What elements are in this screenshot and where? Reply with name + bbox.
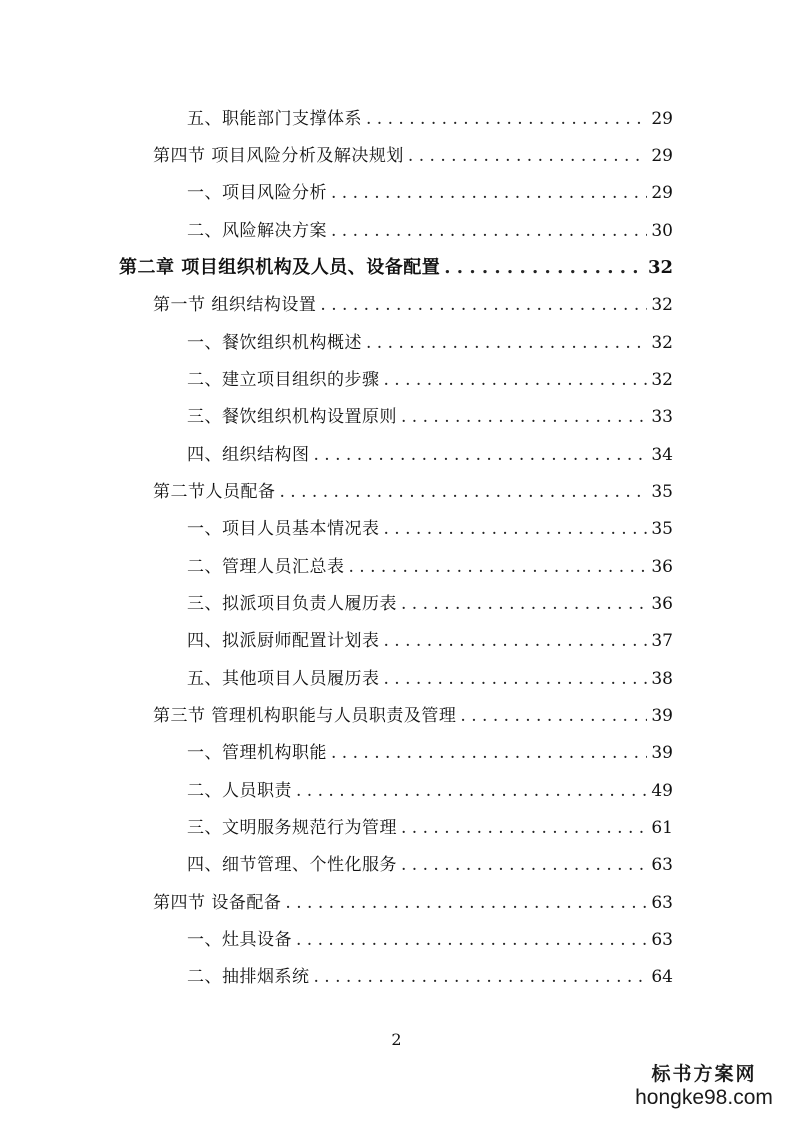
toc-entry-title: 三、拟派项目负责人履历表 bbox=[187, 594, 397, 614]
dot-leader bbox=[366, 328, 647, 358]
dot-leader bbox=[401, 813, 647, 843]
dot-leader bbox=[296, 776, 647, 806]
toc-entry[interactable] bbox=[187, 776, 673, 806]
toc-entry-title: 四、拟派厨师配置计划表 bbox=[187, 631, 380, 651]
dot-leader bbox=[314, 440, 648, 470]
toc-entry-title: 第二章 项目组织机构及人员、设备配置 bbox=[119, 257, 441, 278]
toc-entry[interactable] bbox=[187, 925, 673, 955]
toc-entry[interactable] bbox=[187, 402, 673, 432]
toc-entry-title: 一、管理机构职能 bbox=[187, 743, 327, 763]
toc-entry-page: 29 bbox=[651, 183, 673, 203]
toc-entry[interactable] bbox=[187, 440, 673, 470]
toc-entry-title: 第一节 组织结构设置 bbox=[153, 295, 317, 315]
dot-leader bbox=[285, 888, 647, 918]
dot-leader bbox=[331, 216, 647, 246]
toc-entry-page: 32 bbox=[651, 370, 673, 390]
dot-leader bbox=[280, 477, 648, 507]
dot-leader bbox=[314, 962, 648, 992]
toc-entry-page: 32 bbox=[647, 257, 673, 278]
dot-leader bbox=[408, 141, 647, 171]
toc-entry-page: 32 bbox=[651, 295, 673, 315]
toc-entry-title: 一、餐饮组织机构概述 bbox=[187, 333, 362, 353]
toc-entry-title: 二、建立项目组织的步骤 bbox=[187, 370, 380, 390]
toc-entry-page: 36 bbox=[651, 557, 673, 577]
toc-entry[interactable] bbox=[187, 514, 673, 544]
toc-entry[interactable] bbox=[187, 813, 673, 843]
toc-entry-title: 五、职能部门支撑体系 bbox=[187, 109, 362, 129]
toc-entry-page: 36 bbox=[651, 594, 673, 614]
toc-entry-page: 32 bbox=[651, 333, 673, 353]
toc-entry-page: 61 bbox=[651, 818, 673, 838]
dot-leader bbox=[401, 402, 647, 432]
dot-leader bbox=[320, 290, 647, 320]
toc-entry-title: 四、细节管理、个性化服务 bbox=[187, 855, 397, 875]
dot-leader bbox=[460, 701, 647, 731]
dot-leader bbox=[401, 850, 647, 880]
toc-entry-title: 三、餐饮组织机构设置原则 bbox=[187, 407, 397, 427]
watermark-chinese-text: 标书方案网 bbox=[651, 1063, 757, 1085]
toc-entry-page: 30 bbox=[651, 221, 673, 241]
toc-entry[interactable] bbox=[187, 962, 673, 992]
dot-leader bbox=[444, 253, 644, 283]
toc-entry-title: 五、其他项目人员履历表 bbox=[187, 669, 380, 689]
dot-leader bbox=[384, 514, 648, 544]
toc-entry[interactable] bbox=[187, 738, 673, 768]
toc-entry[interactable] bbox=[153, 141, 673, 171]
toc-entry[interactable] bbox=[187, 178, 673, 208]
toc-entry[interactable] bbox=[153, 888, 673, 918]
toc-entry-title: 第四节 设备配备 bbox=[153, 893, 282, 913]
toc-entry-page: 29 bbox=[651, 146, 673, 166]
toc-entry[interactable] bbox=[187, 365, 673, 395]
toc-entry-title: 第四节 项目风险分析及解决规划 bbox=[153, 146, 404, 166]
toc-entry[interactable] bbox=[153, 477, 673, 507]
toc-entry-page: 39 bbox=[651, 706, 673, 726]
toc-entry-title: 一、灶具设备 bbox=[187, 930, 292, 950]
toc-entry-chapter[interactable] bbox=[119, 253, 673, 283]
toc-entry-page: 35 bbox=[651, 519, 673, 539]
dot-leader bbox=[366, 104, 647, 134]
toc-entry-page: 64 bbox=[651, 967, 673, 987]
watermark-domain-text: hongke98.com bbox=[635, 1086, 773, 1109]
toc-entry-title: 二、管理人员汇总表 bbox=[187, 557, 345, 577]
dot-leader bbox=[384, 365, 648, 395]
toc-entry[interactable] bbox=[187, 664, 673, 694]
toc-entry-page: 35 bbox=[651, 482, 673, 502]
toc-entry-page: 33 bbox=[651, 407, 673, 427]
toc-entry-page: 34 bbox=[651, 445, 673, 465]
toc-entry-page: 63 bbox=[651, 930, 673, 950]
toc-entry-title: 三、文明服务规范行为管理 bbox=[187, 818, 397, 838]
toc-entry[interactable] bbox=[187, 328, 673, 358]
toc-entry[interactable] bbox=[187, 589, 673, 619]
toc-entry-title: 二、人员职责 bbox=[187, 781, 292, 801]
toc-entry-page: 63 bbox=[651, 893, 673, 913]
toc-entry-page: 39 bbox=[651, 743, 673, 763]
dot-leader bbox=[296, 925, 647, 955]
toc-entry[interactable] bbox=[153, 701, 673, 731]
toc-entry-title: 第二节人员配备 bbox=[153, 482, 276, 502]
dot-leader bbox=[349, 552, 648, 582]
toc-entry[interactable] bbox=[187, 552, 673, 582]
toc-entry[interactable] bbox=[187, 216, 673, 246]
toc-entry-title: 四、组织结构图 bbox=[187, 445, 310, 465]
dot-leader bbox=[401, 589, 647, 619]
dot-leader bbox=[331, 738, 647, 768]
toc-entry-page: 37 bbox=[651, 631, 673, 651]
toc-entry-title: 一、项目人员基本情况表 bbox=[187, 519, 380, 539]
page-number: 2 bbox=[391, 1030, 402, 1049]
toc-entry-page: 49 bbox=[651, 781, 673, 801]
dot-leader bbox=[384, 664, 648, 694]
dot-leader bbox=[384, 626, 648, 656]
toc-entry-page: 38 bbox=[651, 669, 673, 689]
toc-entry[interactable] bbox=[187, 850, 673, 880]
toc-entry[interactable] bbox=[187, 104, 673, 134]
toc-entry[interactable] bbox=[153, 290, 673, 320]
toc-entry-page: 29 bbox=[651, 109, 673, 129]
toc-entry-title: 二、抽排烟系统 bbox=[187, 967, 310, 987]
toc-entry-title: 二、风险解决方案 bbox=[187, 221, 327, 241]
toc-entry-title: 第三节 管理机构职能与人员职责及管理 bbox=[153, 706, 457, 726]
toc-entry-page: 63 bbox=[651, 855, 673, 875]
toc-entry[interactable] bbox=[187, 626, 673, 656]
watermark-logo bbox=[629, 1062, 779, 1110]
dot-leader bbox=[331, 178, 647, 208]
toc-entry-title: 一、项目风险分析 bbox=[187, 183, 327, 203]
